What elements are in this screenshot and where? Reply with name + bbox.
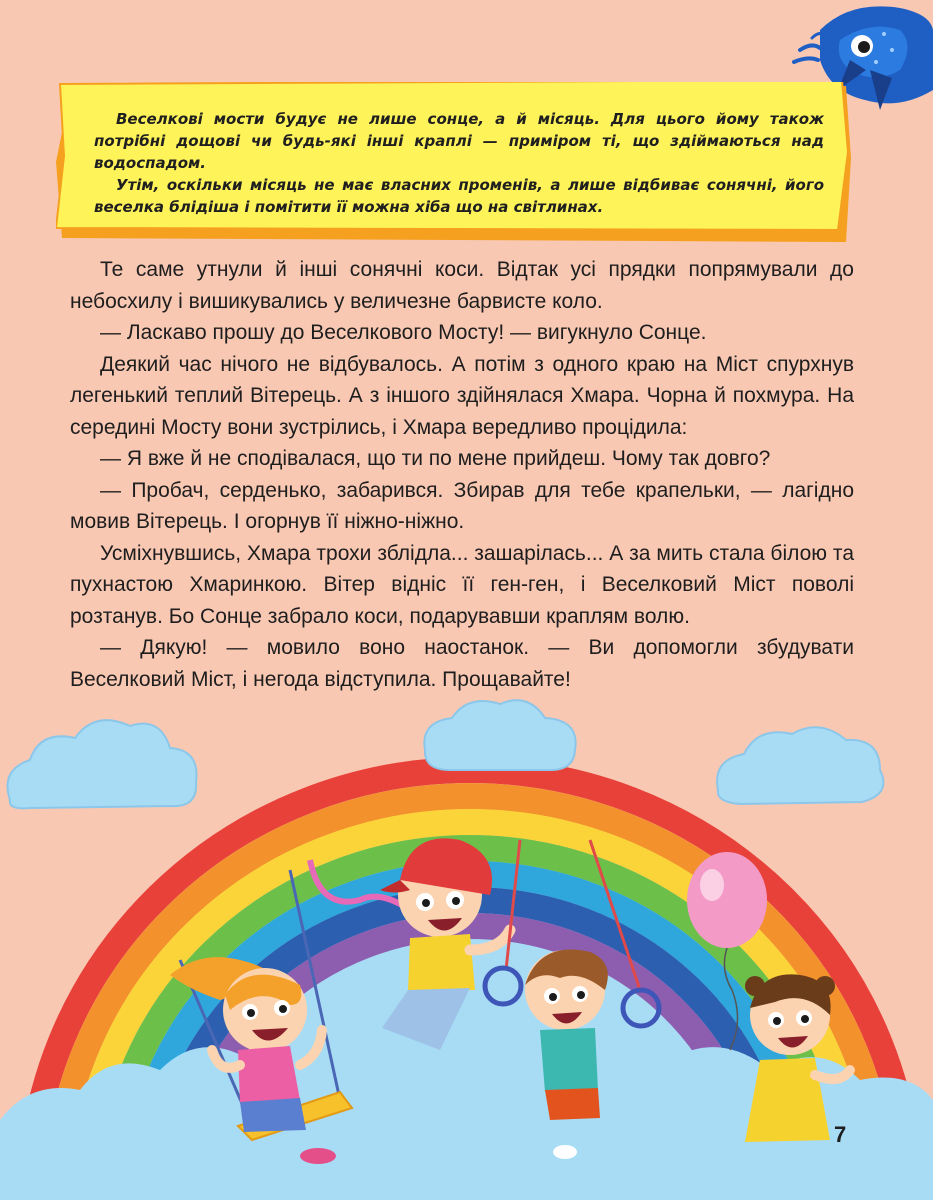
note-paragraph: Веселкові мости будує не лише сонце, а й місяць. Для цього йому також потрібні дощові чи будь-які інші краплі — приміром ті, що здіймаються над водоспадом. bbox=[94, 110, 824, 172]
rainbow-illustration bbox=[0, 690, 933, 1200]
story-paragraph: — Ласкаво прошу до Веселкового Мосту! — вигукнуло Сонце. bbox=[100, 321, 707, 344]
cloud-icon bbox=[8, 720, 197, 808]
story-paragraph: Деякий час нічого не відбувалось. А потім з одного краю на Міст спурхнув легенький теплий Вітерець. А з іншого здійнялася Хмара. Чорна й похмура. На середині Мосту вони зустрілись, і Хмара вередливо процідила: bbox=[70, 352, 854, 439]
story-paragraph: — Дякую! — мовило воно наостанок. — Ви допомогли збудувати Веселковий Міст, і негода відступила. Прощавайте! bbox=[70, 636, 854, 691]
story-paragraph: Усміхнувшись, Хмара трохи зблідла... зашарілась... А за мить стала білою та пухнастою Хмаринкою. Вітер відніс її ген-ген, і Веселковий Міст поволі розтанув. Бо Сонце забрало коси, подарувавши краплям волю. bbox=[70, 541, 854, 628]
story-paragraph: — Пробач, серденько, забарився. Збирав для тебе крапельки, — лагідно мовив Вітерець. І огорнув її ніжно-ніжно. bbox=[70, 478, 854, 533]
story-paragraph: — Я вже й не сподівалася, що ти по мене прийдеш. Чому так довго? bbox=[100, 447, 771, 470]
story-paragraph: Те саме утнули й інші сонячні коси. Відтак усі прядки попрямували до небосхилу і вишикувались у величезне барвисте коло. bbox=[70, 258, 854, 313]
note-paragraph: Утім, оскільки місяць не має власних променів, а лише відбиває сонячні, його веселка блідіша і помітити її можна хіба що на світлинах. bbox=[94, 176, 824, 216]
note-text bbox=[94, 108, 824, 218]
cloud-icon bbox=[424, 700, 575, 770]
cloud-icon bbox=[717, 727, 883, 804]
page-number: 7 bbox=[834, 1122, 847, 1147]
story-text bbox=[70, 254, 854, 695]
info-note bbox=[56, 82, 856, 234]
